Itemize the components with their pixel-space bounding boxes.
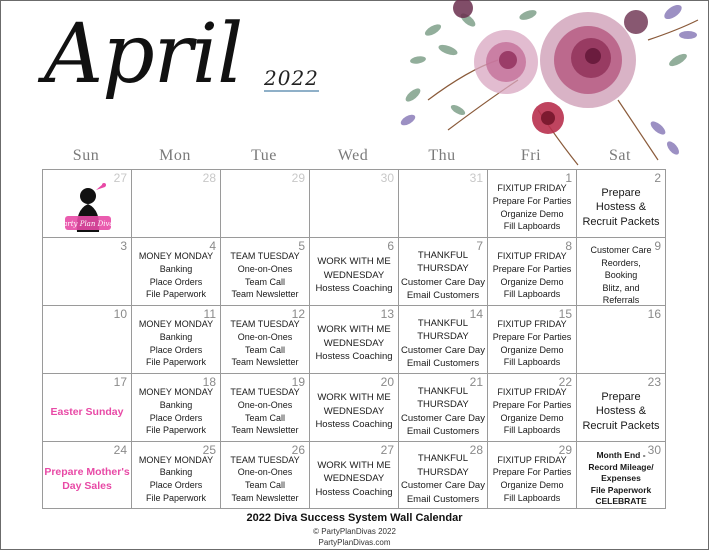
event-line: Place Orders — [149, 276, 203, 287]
weekday-sat: Sat — [609, 147, 631, 164]
event-line: One-on-Ones — [237, 467, 293, 478]
day-events — [43, 452, 131, 506]
day-cell[interactable] — [399, 442, 488, 509]
day-events — [310, 384, 398, 439]
weekday-tue: Tue — [251, 147, 277, 164]
day-events — [399, 316, 487, 371]
event-line: Team Call — [244, 276, 285, 287]
day-cell[interactable] — [132, 238, 221, 306]
event-line: Reorders, — [601, 257, 641, 268]
event-line: TEAM TUESDAY — [230, 454, 300, 465]
event-line: WEDNESDAY — [323, 473, 385, 485]
event-line: Prepare For Parties — [492, 331, 572, 342]
day-events — [221, 384, 309, 439]
weekday-sun: Sun — [72, 147, 100, 164]
day-number: 15 — [558, 307, 572, 321]
day-number: 6 — [387, 239, 394, 253]
event-line: Team Call — [244, 412, 285, 423]
event-line: Booking — [604, 270, 638, 281]
event-line: TEAM TUESDAY — [230, 387, 300, 398]
day-cell[interactable] — [221, 442, 310, 509]
calendar-grid — [42, 169, 666, 509]
event-line: Customer Care Day — [401, 276, 485, 288]
event-line: Organize Demo — [500, 208, 564, 219]
day-cell[interactable] — [577, 442, 666, 509]
day-cell[interactable] — [43, 374, 132, 442]
day-number: 14 — [469, 307, 483, 321]
event-line: THURSDAY — [417, 466, 469, 478]
day-cell[interactable] — [43, 306, 132, 374]
day-events — [221, 316, 309, 371]
event-line: Customer Care Day — [401, 480, 485, 491]
event-line: Hostess Coaching — [315, 351, 393, 363]
day-events — [577, 384, 665, 439]
event-line: Team Call — [244, 344, 285, 355]
event-line: Prepare Mother's — [44, 466, 130, 478]
day-events — [488, 452, 576, 506]
weekday-wed: Wed — [337, 147, 369, 164]
event-line: MONEY MONDAY — [138, 319, 214, 330]
event-line: File Paperwork — [590, 484, 652, 495]
logo-text: Party Plan Divas — [58, 220, 118, 228]
footer-website: PartyPlanDivas.com — [318, 538, 391, 547]
day-cell[interactable] — [399, 170, 488, 238]
event-line: THANKFUL — [417, 317, 469, 329]
day-cell[interactable] — [221, 238, 310, 306]
weekday-mon: Mon — [159, 147, 191, 164]
day-events — [577, 452, 665, 506]
event-line: Hostess & — [595, 201, 647, 214]
event-line: Hostess Coaching — [315, 486, 393, 498]
event-line: Place Orders — [149, 412, 203, 423]
event-line: Prepare — [601, 390, 641, 403]
event-line: WORK WITH ME — [317, 392, 391, 404]
event-line: THURSDAY — [417, 263, 469, 274]
weekday-fri: Fri — [520, 147, 542, 164]
day-number: 17 — [113, 375, 127, 389]
event-line: Email Customers — [406, 426, 480, 437]
day-number: 10 — [113, 307, 127, 321]
day-number: 26 — [291, 443, 305, 457]
event-line: Team Newsletter — [231, 357, 299, 368]
day-number: 30 — [380, 171, 394, 185]
day-cell[interactable] — [577, 238, 666, 306]
day-events — [132, 384, 220, 439]
event-line: Customer Care Day — [401, 344, 485, 356]
day-number: 9 — [654, 239, 661, 253]
day-cell[interactable] — [577, 170, 666, 238]
event-line: FIXITUP FRIDAY — [497, 454, 567, 465]
footer-copyright: © PartyPlanDivas 2022 — [313, 527, 396, 536]
day-cell[interactable] — [310, 442, 399, 509]
day-events — [221, 452, 309, 506]
day-cell[interactable] — [310, 238, 399, 306]
day-number: 16 — [647, 307, 661, 321]
day-cell[interactable] — [132, 374, 221, 442]
event-line: Banking — [159, 467, 193, 478]
event-line: Team Newsletter — [231, 425, 299, 436]
event-line: THANKFUL — [417, 249, 469, 261]
event-line: Email Customers — [406, 493, 480, 505]
event-line: Email Customers — [406, 358, 480, 369]
event-line: Hostess Coaching — [315, 283, 393, 295]
day-number: 5 — [298, 239, 305, 253]
event-line: WORK WITH ME — [317, 459, 391, 471]
day-events — [577, 245, 665, 306]
event-line: Place Orders — [149, 344, 203, 355]
day-number: 18 — [202, 375, 216, 389]
event-line: Banking — [159, 263, 193, 274]
day-number: 11 — [203, 307, 216, 321]
day-cell[interactable] — [488, 238, 577, 306]
day-events — [488, 384, 576, 439]
event-line: FIXITUP FRIDAY — [497, 251, 567, 262]
day-number: 20 — [380, 375, 394, 389]
day-cell[interactable] — [132, 442, 221, 509]
event-line: THANKFUL — [417, 385, 469, 397]
day-number: 21 — [469, 375, 483, 389]
event-line: Prepare For Parties — [492, 263, 572, 274]
event-line: One-on-Ones — [237, 331, 293, 342]
day-number: 27 — [380, 443, 394, 457]
event-line: Blitz, and — [602, 282, 640, 293]
day-number: 30 — [647, 443, 661, 457]
day-number: 31 — [469, 171, 483, 185]
event-line: MONEY MONDAY — [138, 454, 214, 465]
day-number: 19 — [291, 375, 305, 389]
event-line: File Paperwork — [145, 492, 207, 503]
day-number: 7 — [476, 239, 483, 253]
event-line: File Paperwork — [145, 425, 207, 436]
event-line: Prepare For Parties — [492, 467, 572, 478]
event-line: FIXITUP FRIDAY — [497, 183, 567, 194]
day-cell[interactable] — [43, 442, 132, 509]
day-cell[interactable] — [43, 238, 132, 306]
event-line: Customer Care Day — [401, 412, 485, 424]
day-number: 23 — [647, 375, 661, 389]
event-line: THURSDAY — [417, 399, 469, 410]
event-line: Organize Demo — [500, 276, 564, 287]
day-number: 28 — [469, 443, 483, 457]
weekday-thu: Thu — [428, 147, 456, 164]
day-number: 12 — [291, 307, 305, 321]
event-line: WORK WITH ME — [317, 256, 391, 268]
day-number: 28 — [202, 171, 216, 185]
day-events — [43, 384, 131, 439]
event-line: Banking — [159, 399, 193, 410]
event-line: THANKFUL — [417, 453, 469, 464]
event-line: Customer Care — [590, 245, 652, 256]
day-events — [399, 384, 487, 439]
day-number: 3 — [120, 239, 127, 253]
event-line: WEDNESDAY — [323, 405, 385, 417]
day-events — [310, 248, 398, 303]
day-cell[interactable] — [132, 306, 221, 374]
day-number: 22 — [558, 375, 572, 389]
day-cell[interactable] — [310, 306, 399, 374]
day-number: 25 — [202, 443, 216, 457]
day-cell[interactable] — [132, 170, 221, 238]
event-line: WEDNESDAY — [323, 269, 385, 281]
day-cell[interactable] — [577, 306, 666, 374]
day-cell[interactable] — [488, 170, 577, 238]
day-number: 1 — [565, 171, 572, 185]
event-line: FIXITUP FRIDAY — [497, 319, 567, 330]
event-line: Team Newsletter — [231, 492, 299, 503]
day-number: 13 — [380, 307, 394, 321]
day-cell[interactable] — [488, 374, 577, 442]
floral-decoration — [388, 0, 706, 170]
event-line: Day Sales — [62, 480, 112, 492]
event-line: Fill Lapboards — [503, 425, 561, 436]
event-line: Easter Sunday — [50, 405, 124, 418]
event-line: Organize Demo — [500, 344, 564, 355]
event-line: Email Customers — [406, 290, 480, 301]
day-number: 8 — [565, 239, 572, 253]
day-cell[interactable] — [221, 170, 310, 238]
month-title: April — [44, 7, 243, 102]
event-line: MONEY MONDAY — [138, 251, 214, 262]
day-cell[interactable] — [221, 374, 310, 442]
event-line: Month End - — [596, 450, 646, 461]
event-line: TEAM TUESDAY — [230, 319, 300, 330]
event-line: Banking — [159, 331, 193, 342]
day-events — [488, 316, 576, 371]
day-cell[interactable] — [310, 374, 399, 442]
event-line: One-on-Ones — [237, 399, 293, 410]
event-line: Fill Lapboards — [503, 492, 561, 503]
event-line: Fill Lapboards — [503, 289, 561, 300]
day-cell[interactable] — [399, 238, 488, 306]
event-line: FIXITUP FRIDAY — [497, 387, 567, 398]
day-events — [221, 248, 309, 303]
event-line: File Paperwork — [145, 357, 207, 368]
day-events — [132, 452, 220, 506]
day-number: 29 — [291, 171, 305, 185]
day-number: 4 — [209, 239, 216, 253]
day-events — [488, 180, 576, 235]
event-line: THURSDAY — [417, 331, 469, 342]
day-cell[interactable] — [221, 306, 310, 374]
event-line: Referrals — [602, 295, 640, 306]
day-events — [132, 316, 220, 371]
day-events — [577, 180, 665, 235]
event-line: Team Call — [244, 480, 285, 490]
day-events — [310, 316, 398, 371]
event-line: MONEY MONDAY — [138, 387, 214, 398]
day-number: 27 — [113, 171, 127, 185]
event-line: Prepare For Parties — [492, 399, 572, 410]
event-line: Prepare — [601, 186, 641, 199]
event-line: Organize Demo — [500, 412, 564, 423]
event-line: Prepare For Parties — [492, 195, 572, 206]
day-events — [399, 248, 487, 303]
day-number: 29 — [558, 443, 572, 457]
day-number: 2 — [654, 171, 661, 185]
event-line: Team Newsletter — [231, 289, 299, 300]
event-line: WORK WITH ME — [317, 324, 391, 336]
event-line: Record Mileage/ — [588, 461, 654, 472]
year-label: 2022 — [264, 66, 319, 90]
day-events — [310, 452, 398, 506]
footer-title: 2022 Diva Success System Wall Calendar — [246, 512, 463, 524]
event-line: Hostess & — [595, 405, 647, 418]
day-events — [399, 452, 487, 506]
party-plan-divas-logo — [58, 182, 118, 234]
event-line: Fill Lapboards — [503, 357, 561, 368]
event-line: TEAM TUESDAY — [230, 251, 300, 262]
day-cell[interactable] — [43, 170, 132, 238]
day-cell[interactable] — [399, 374, 488, 442]
day-cell[interactable] — [488, 442, 577, 509]
event-line: File Paperwork — [145, 289, 207, 300]
event-line: Organize Demo — [500, 480, 564, 490]
event-line: Fill Lapboards — [503, 221, 561, 232]
day-cell[interactable] — [310, 170, 399, 238]
event-line: Place Orders — [149, 480, 203, 490]
day-cell[interactable] — [399, 306, 488, 374]
event-line: Recruit Packets — [582, 215, 660, 228]
day-number: 24 — [113, 443, 127, 457]
event-line: One-on-Ones — [237, 263, 293, 274]
event-line: Expenses — [601, 473, 641, 484]
event-line: Hostess Coaching — [315, 419, 393, 431]
day-events — [488, 248, 576, 303]
event-line: Recruit Packets — [582, 419, 660, 432]
day-cell[interactable] — [577, 374, 666, 442]
event-line: WEDNESDAY — [323, 337, 385, 349]
day-events — [132, 248, 220, 303]
day-cell[interactable] — [488, 306, 577, 374]
event-line: CELEBRATE — [595, 496, 647, 507]
